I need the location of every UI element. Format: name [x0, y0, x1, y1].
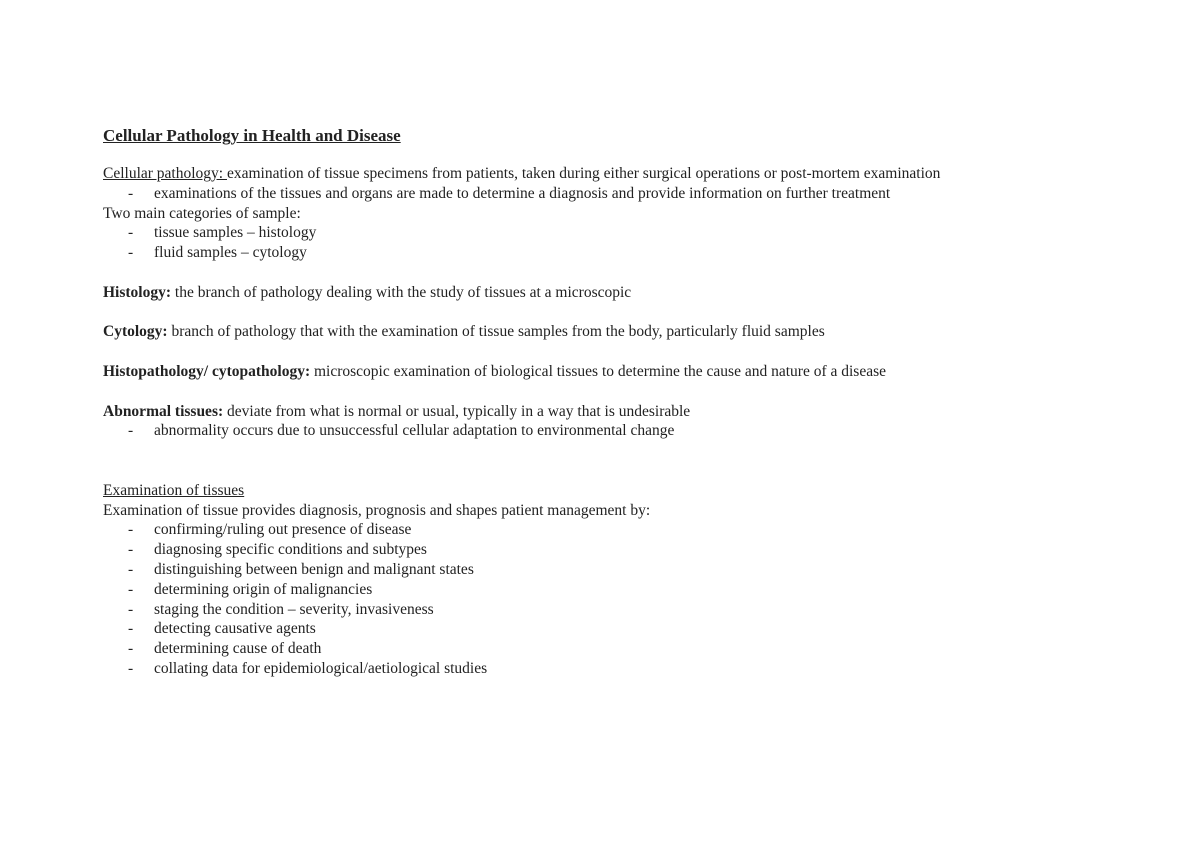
bullet-dash: - [128, 620, 134, 638]
histology-term: Histology: [103, 283, 172, 301]
list-item: - abnormality occurs due to unsuccessful cellular adaptation to environmental change [128, 422, 675, 440]
spacer [103, 441, 1163, 481]
list-item: - distinguishing between benign and malignant states [128, 560, 474, 578]
bullet-dash: - [128, 244, 134, 262]
bullet-dash: - [128, 600, 134, 618]
spacer [103, 263, 1163, 283]
cytology-definition: Cytology: branch of pathology that with the examination of tissue samples from the body, particularly fluid samples [103, 323, 825, 341]
examination-intro: Examination of tissue provides diagnosis, prognosis and shapes patient management by: [103, 501, 651, 519]
bullet-dash: - [128, 659, 134, 677]
document-title: Cellular Pathology in Health and Disease [103, 126, 401, 145]
abnormal-tissues-definition: Abnormal tissues: deviate from what is normal or usual, typically in a way that is undesirable [103, 402, 691, 420]
examination-heading: Examination of tissues [103, 481, 245, 499]
bullet-dash: - [128, 640, 134, 658]
histology-definition: Histology: the branch of pathology dealing with the study of tissues at a microscopic [103, 283, 632, 301]
list-item: - tissue samples – histology [128, 224, 317, 242]
histopathology-term: Histopathology/ cytopathology: [103, 362, 311, 380]
bullet-dash: - [128, 541, 134, 559]
cytology-term: Cytology: [103, 323, 168, 341]
spacer [103, 342, 1163, 362]
list-item: - collating data for epidemiological/aetiological studies [128, 659, 488, 677]
spacer [103, 303, 1163, 323]
cellular-pathology-term: Cellular pathology: [103, 165, 227, 182]
list-item: - fluid samples – cytology [128, 244, 307, 262]
bullet-dash: - [128, 184, 134, 202]
categories-intro: Two main categories of sample: [103, 204, 301, 222]
bullet-dash: - [128, 521, 134, 539]
cellular-pathology-definition [103, 164, 1163, 184]
bullet-dash: - [128, 580, 134, 598]
list-item: - determining cause of death [128, 640, 322, 658]
cellular-pathology-text: examination of tissue specimens from patients, taken during either surgical operations or post-mortem examination [226, 165, 941, 182]
abnormal-tissues-term: Abnormal tissues: [103, 402, 224, 420]
list-item: - examinations of the tissues and organs are made to determine a diagnosis and provide information on further treatment [128, 184, 891, 202]
list-item: - determining origin of malignancies [128, 580, 373, 598]
list-item: - diagnosing specific conditions and subtypes [128, 541, 427, 559]
document-body [103, 124, 1163, 679]
bullet-dash: - [128, 560, 134, 578]
bullet-dash: - [128, 224, 134, 242]
bullet-dash: - [128, 422, 134, 440]
list-item: - confirming/ruling out presence of disease [128, 521, 412, 539]
list-item: - detecting causative agents [128, 620, 316, 638]
histopathology-definition: Histopathology/ cytopathology: microscopic examination of biological tissues to determine the cause and nature of a disease [103, 362, 887, 380]
list-item: - staging the condition – severity, invasiveness [128, 600, 434, 618]
spacer [103, 382, 1163, 402]
